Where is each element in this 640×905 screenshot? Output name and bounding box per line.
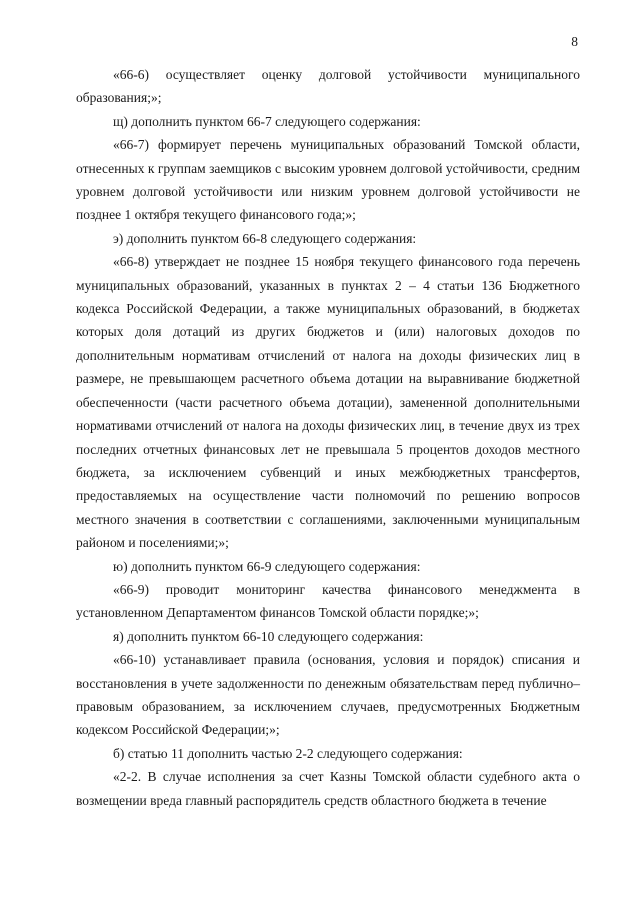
- paragraph-66-7: «66-7) формирует перечень муниципальных образований Томской области, отнесенных к группам заемщиков с высоким уровнем долговой устойчивости, средним уровнем долговой устойчивости или низким уровнем долговой устойчивости не позднее 1 октября текущего финансового года;»;: [76, 137, 580, 223]
- paragraph-item-ya: я) дополнить пунктом 66-10 следующего содержания:: [113, 628, 424, 644]
- paragraph-66-9: «66-9) проводит мониторинг качества финансового менеджмента в установленном Департаментом финансов Томской области порядке;»;: [76, 581, 580, 621]
- paragraph-2-2: «2-2. В случае исполнения за счет Казны Томской области судебного акта о возмещении вреда главный распорядитель средств областного бюджета в течение: [76, 769, 580, 808]
- paragraph-item-e: э) дополнить пунктом 66-8 следующего содержания:: [113, 230, 417, 246]
- page-number: 8: [571, 34, 578, 49]
- paragraph-66-6: «66-6) осуществляет оценку долговой устойчивости муниципального образования;»;: [76, 67, 580, 106]
- paragraph-66-10: «66-10) устанавливает правила (основания, условия и порядок) списания и восстановления в учете задолженности по денежным обязательствам перед публично–правовым образованием, за исключением случаев, предусмотренных Бюджетным кодексом Российской Федерации;»;: [76, 652, 580, 738]
- document-body: [76, 63, 580, 812]
- paragraph-item-shch: щ) дополнить пунктом 66-7 следующего содержания:: [113, 113, 421, 129]
- paragraph-item-yu: ю) дополнить пунктом 66-9 следующего содержания:: [113, 558, 421, 574]
- paragraph-66-8: «66-8) утверждает не позднее 15 ноября текущего финансового года перечень муниципальных образований, указанных в пунктах 2 – 4 статьи 136 Бюджетного кодекса Российской Федерации, а также муниципальных образований, в бюджетах которых доля дотаций из других бюджетов и (или) налоговых доходов по дополнительным нормативам отчислений от налога на доходы физических лиц в размере, не превышающем расчетного объема дотации на выравнивание бюджетной обеспеченности (части расчетного объема дотации), замененной дополнительными нормативами отчислений от налога на доходы физических лиц, в течение двух из трех последних отчетных финансовых лет не превышала 5 процентов доходов местного бюджета, за исключением субвенций и иных межбюджетных трансфертов, предоставляемых на осуществление части полномочий по решению вопросов местного значения в соответствии с соглашениями, заключенными муниципальным районом и поселениями;»;: [76, 254, 580, 551]
- paragraph-item-b: б) статью 11 дополнить частью 2-2 следующего содержания:: [113, 745, 463, 761]
